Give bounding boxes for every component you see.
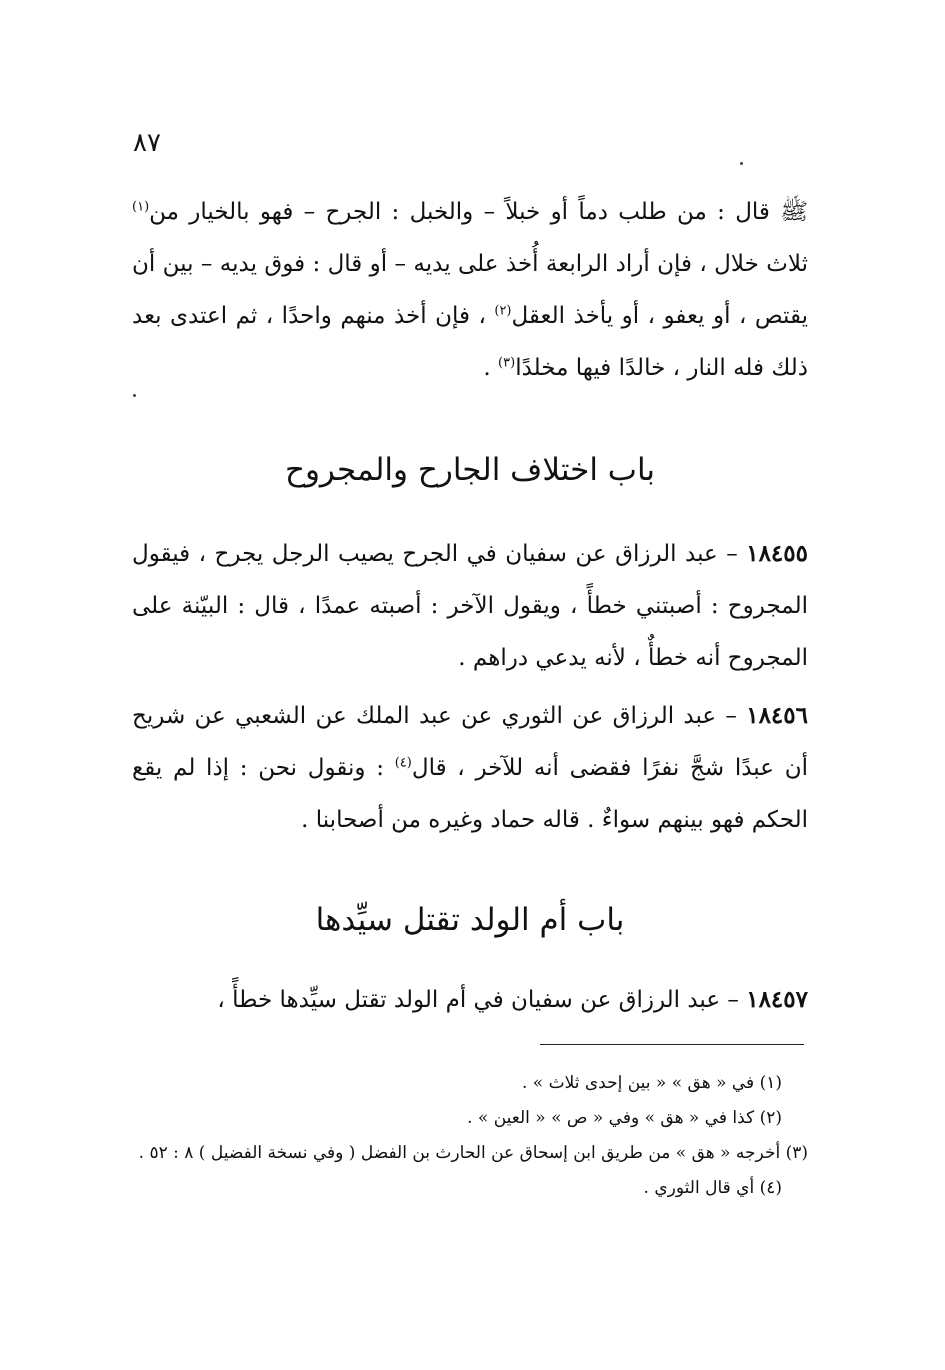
hadith-18457 xyxy=(132,974,808,1026)
scan-speck xyxy=(133,394,136,397)
intro-text: ﷺ قال : من طلب دماً أو خبلاً – والخبل : الجرح – فهو بالخيار من xyxy=(149,199,808,225)
footnote-4: (٤) أي قال الثوري . xyxy=(643,1178,782,1198)
footnote-separator xyxy=(540,1044,804,1045)
intro-paragraph xyxy=(132,186,808,394)
hadith-18456 xyxy=(132,690,808,846)
hadith-number: ١٨٤٥٧ xyxy=(746,986,808,1013)
hadith-text: – عبد الرزاق عن الثوري عن عبد الملك عن الشعبي عن شريح أن عبدًا شجَّ نفرًا فقضى أنه للآخر ، قال xyxy=(132,703,808,781)
footnote-2: (٢) كذا في « هق » وفي « ص » « العين » . xyxy=(467,1108,782,1128)
footnote-ref-3: (٣) xyxy=(498,355,516,371)
chapter-heading-1: باب اختلاف الجارح والمجروح xyxy=(284,452,656,488)
chapter-heading-2: باب أم الولد تقتل سيِّدها xyxy=(315,902,625,938)
footnote-1: (١) في « هق » « بين إحدى ثلاث » . xyxy=(521,1073,782,1093)
intro-text-4: . xyxy=(483,355,499,381)
hadith-number: ١٨٤٥٥ xyxy=(746,540,808,567)
intro-text-3: ، فإن أخذ منهم واحدًا ، ثم اعتدى بعد ذلك فله النار ، خالدًا فيها مخلدًا xyxy=(132,303,808,381)
hadith-number: ١٨٤٥٦ xyxy=(746,702,808,729)
page-number: ٨٧ xyxy=(133,128,161,158)
footnote-3: (٣) أخرجه « هق » من طريق ابن إسحاق عن الحارث بن الفضل ( وفي نسخة الفضيل ) ٨ : ٥٢ . xyxy=(138,1143,808,1163)
footnote-ref-2: (٢) xyxy=(494,303,512,319)
footnote-ref-4: (٤) xyxy=(394,755,412,771)
hadith-18455 xyxy=(132,528,808,684)
intro-text-2: ثلاث خلال ، فإن أراد الرابعة أُخذ على يديه – أو قال : فوق يديه – بين أن يقتص ، أو يعفو ، أو يأخذ العقل xyxy=(132,251,808,329)
footnote-ref-1: (١) xyxy=(132,199,150,215)
hadith-text-2: : ونقول نحن : إذا لم يقع الحكم فهو بينهم سواءٌ . قاله حماد وغيره من أصحابنا . xyxy=(132,755,808,833)
scan-speck xyxy=(740,162,743,165)
hadith-text: – عبد الرزاق عن سفيان في أم الولد تقتل سيِّدها خطأً ، xyxy=(217,987,747,1013)
footnotes xyxy=(132,1066,808,1206)
hadith-text: – عبد الرزاق عن سفيان في الجرح يصيب الرجل يجرح ، فيقول المجروح : أصبتني خطأً ، ويقول الآخر : أصبته عمدًا ، قال : البيّنة على المجروح أنه خطأٌ ، لأنه يدعي دراهم . xyxy=(132,541,808,671)
